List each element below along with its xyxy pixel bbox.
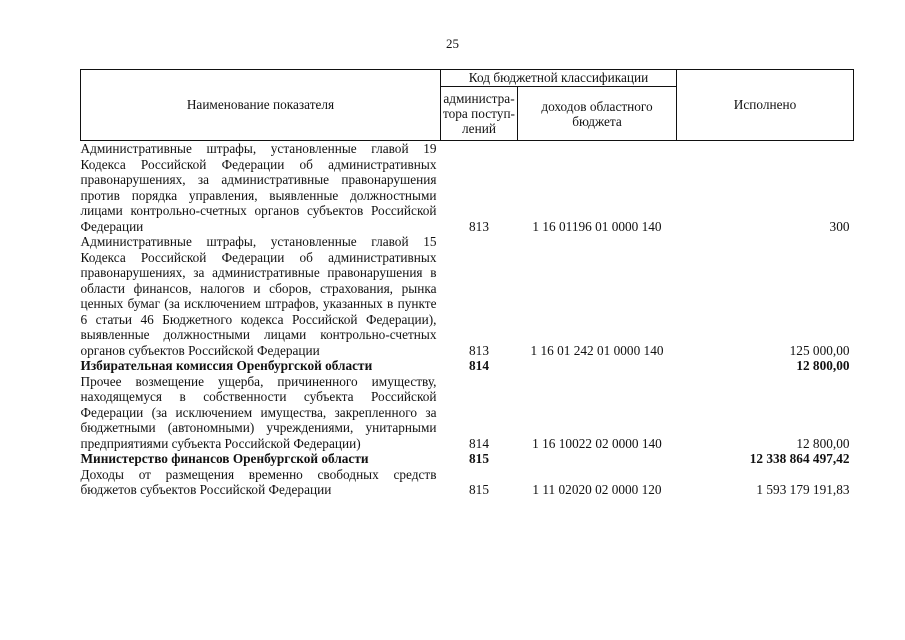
row-name: Доходы от размещения временно свободных средств бюджетов субъектов Российской Федерации (80, 466, 437, 497)
budget-table (80, 69, 854, 498)
row-admin-code: 815 (469, 482, 489, 497)
header-name: Наименование показателя (81, 70, 441, 141)
row-executed: 1 593 179 191,83 (756, 482, 850, 497)
row-executed: 300 (829, 218, 850, 234)
row-income-code (518, 358, 677, 374)
row-admin-code: 814 (469, 435, 489, 451)
row-name: Избирательная комиссия Оренбургской области (80, 358, 373, 373)
row-income-code: 1 16 10022 02 0000 140 (532, 435, 662, 451)
row-name: Прочее возмещение ущерба, причиненного имуществу, находящемуся в собственности субъекта Российской Федерации (за исключением имущества, закрепленного за бюджетными (автономными) учреждениями, унитарными предприятиями субъекта Российской Федерации) (80, 373, 437, 451)
row-admin-code: 814 (469, 358, 489, 373)
row-executed: 12 800,00 (796, 358, 850, 373)
row-executed: 125 000,00 (789, 342, 850, 358)
row-income-code: 1 11 02020 02 0000 120 (532, 482, 662, 497)
row-income-code: 1 16 01 242 01 0000 140 (530, 342, 664, 358)
row-name: Административные штрафы, установленные главой 15 Кодекса Российской Федерации об административных правонарушениях, за административные правонарушения в области финансов, налогов и сборов, страхования, рынка ценных бумаг (за исключением штрафов, указанных в пункте 6 статьи 46 Бюджетного кодекса Российской Федерации), выявленные должностными лицами контрольно-счетных органов субъектов Российской Федерации (80, 234, 437, 358)
header-classification-group: Код бюджетной классификации (441, 70, 677, 87)
header-executed: Исполнено (677, 70, 854, 141)
table-row (81, 234, 854, 358)
row-executed: 12 800,00 (796, 435, 850, 451)
row-income-code: 1 16 01196 01 0000 140 (532, 218, 662, 234)
row-admin-code: 813 (469, 342, 489, 358)
table-body (81, 141, 854, 498)
header-income: доходов областного бюджета (518, 87, 677, 141)
row-income-code (518, 451, 677, 467)
table-header (81, 70, 854, 141)
row-admin-code: 815 (469, 451, 489, 466)
table-row (81, 141, 854, 235)
table-row-section (81, 358, 854, 374)
table-row-section (81, 451, 854, 467)
table-row (81, 467, 854, 498)
row-name: Административные штрафы, установленные главой 19 Кодекса Российской Федерации об административных правонарушениях, за административные правонарушения против порядка управления, выявленные должностными лицами контрольно-счетных органов субъектов Российской Федерации (80, 141, 437, 234)
header-admin: администра-тора поступ-лений (441, 87, 518, 141)
table-row (81, 374, 854, 452)
page-number: 25 (446, 36, 459, 51)
row-name: Министерство финансов Оренбургской области (80, 451, 369, 466)
row-executed: 12 338 864 497,42 (749, 451, 850, 466)
row-admin-code: 813 (469, 218, 489, 234)
